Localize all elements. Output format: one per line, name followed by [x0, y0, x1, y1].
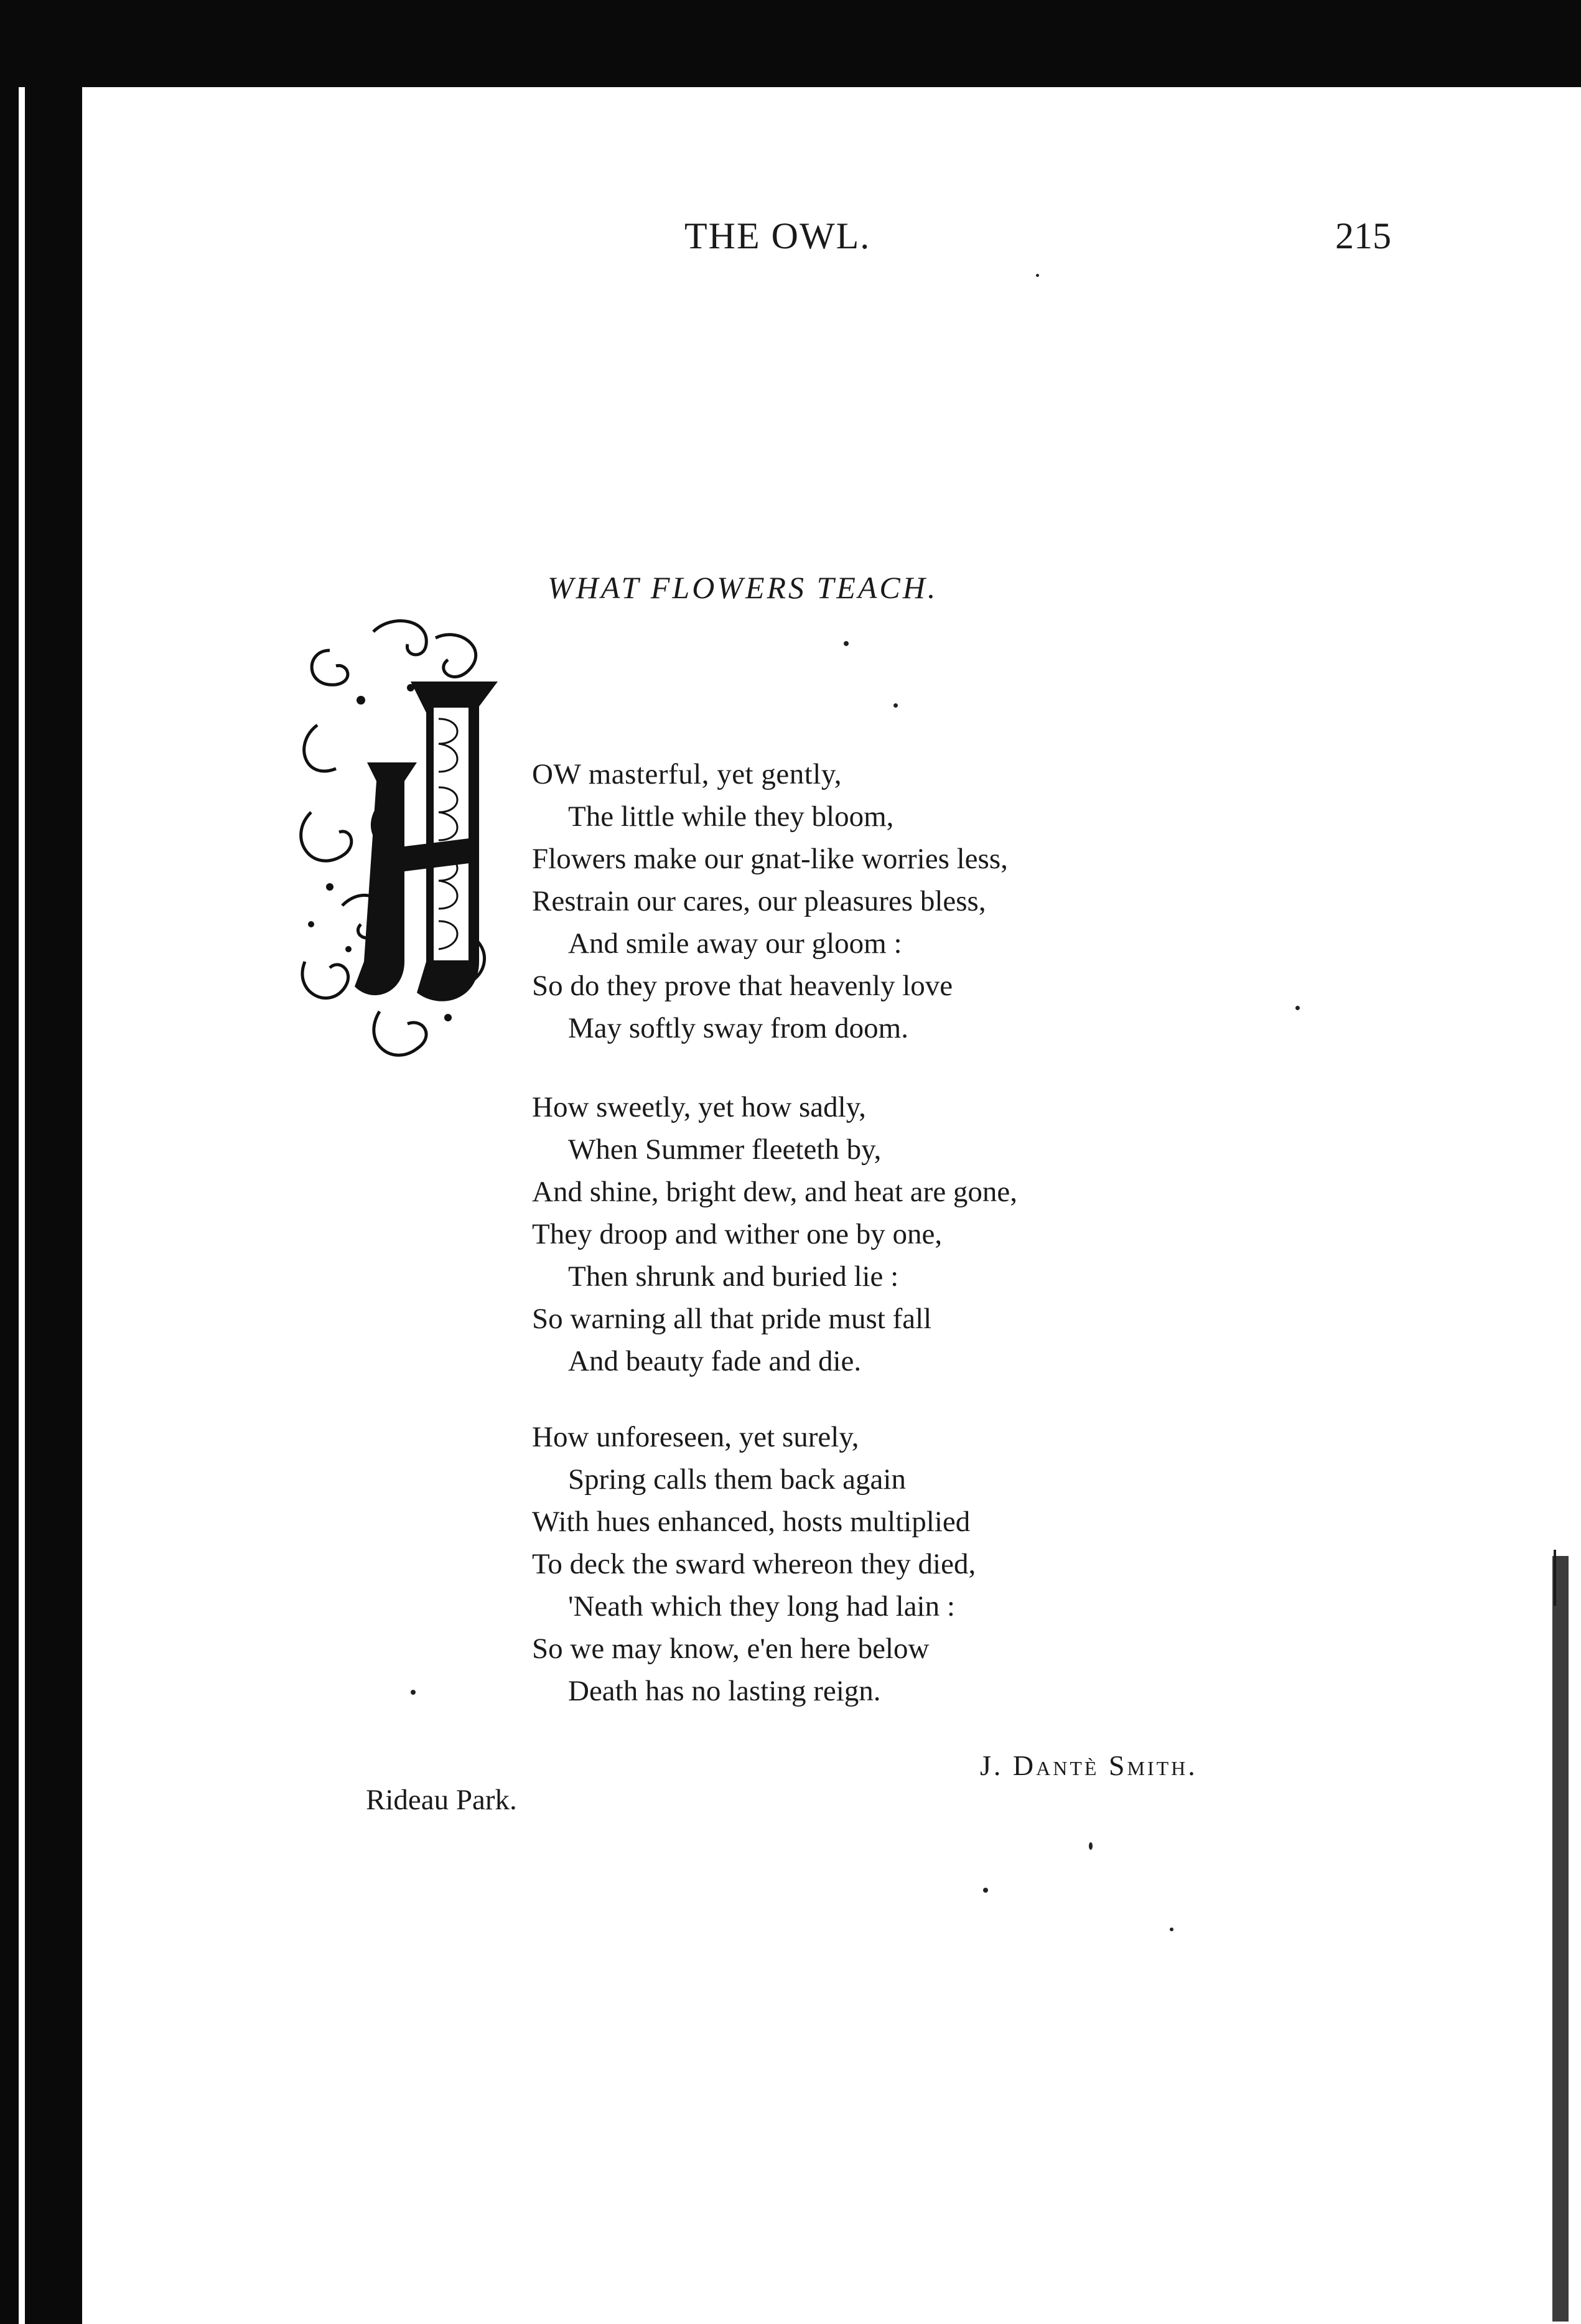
- poem-line: When Summer fleeteth by,: [568, 1133, 882, 1166]
- scan-top-border: [0, 0, 1581, 87]
- poem-line: So do they prove that heavenly love: [532, 970, 953, 1002]
- poem-line: Restrain our cares, our pleasures bless,: [532, 885, 986, 917]
- poem-line: So we may know, e'en here below: [532, 1633, 930, 1665]
- scan-speck: [983, 1888, 988, 1893]
- poem-line: With hues enhanced, hosts multiplied: [532, 1506, 971, 1538]
- poem-line: May softly sway from doom.: [568, 1012, 908, 1044]
- poem-line: OW masterful, yet gently,: [532, 758, 842, 790]
- poem-line: How sweetly, yet how sadly,: [532, 1091, 866, 1123]
- floral-ornament-icon: [292, 613, 548, 1074]
- poem-line: And shine, bright dew, and heat are gone,: [532, 1176, 1018, 1208]
- scan-speck: [844, 641, 849, 646]
- poem-line: Flowers make our gnat-like worries less,: [532, 843, 1008, 875]
- page-number: 215: [1335, 215, 1391, 256]
- scan-speck: [1036, 274, 1039, 277]
- poem-line: How unforeseen, yet surely,: [532, 1421, 859, 1453]
- poem-line: So warning all that pride must fall: [532, 1303, 932, 1335]
- ornamental-drop-cap: [292, 613, 548, 1074]
- scan-left-gutter: [25, 62, 82, 2324]
- author-signature: J. Dantè Smith.: [980, 1750, 1198, 1781]
- place-line: Rideau Park.: [366, 1784, 517, 1816]
- poem-line: They droop and wither one by one,: [532, 1218, 943, 1250]
- stanza-2: [532, 1086, 1017, 1382]
- scan-speck: [893, 703, 898, 708]
- poem-line: And smile away our gloom :: [568, 927, 902, 960]
- scan-speck: [1170, 1928, 1173, 1931]
- scan-speck: [1295, 1006, 1300, 1010]
- poem-line: Then shrunk and buried lie :: [568, 1260, 899, 1293]
- scan-speck: [411, 1690, 416, 1695]
- poem-line: 'Neath which they long had lain :: [568, 1590, 955, 1623]
- poem-title: WHAT FLOWERS TEACH.: [548, 570, 938, 605]
- poem-line: Spring calls them back again: [568, 1463, 906, 1496]
- stanza-3: [532, 1416, 976, 1712]
- poem-line: Death has no lasting reign.: [568, 1675, 881, 1707]
- poem-line: To deck the sward whereon they died,: [532, 1548, 976, 1580]
- scan-speck: [1089, 1842, 1093, 1850]
- scan-right-edge: [1552, 1556, 1569, 2322]
- scan-left-border: [0, 62, 19, 2324]
- poem-line: The little while they bloom,: [568, 800, 894, 833]
- poem-line: And beauty fade and die.: [568, 1345, 862, 1377]
- running-title: THE OWL.: [684, 215, 871, 256]
- stanza-1: [532, 753, 1008, 1049]
